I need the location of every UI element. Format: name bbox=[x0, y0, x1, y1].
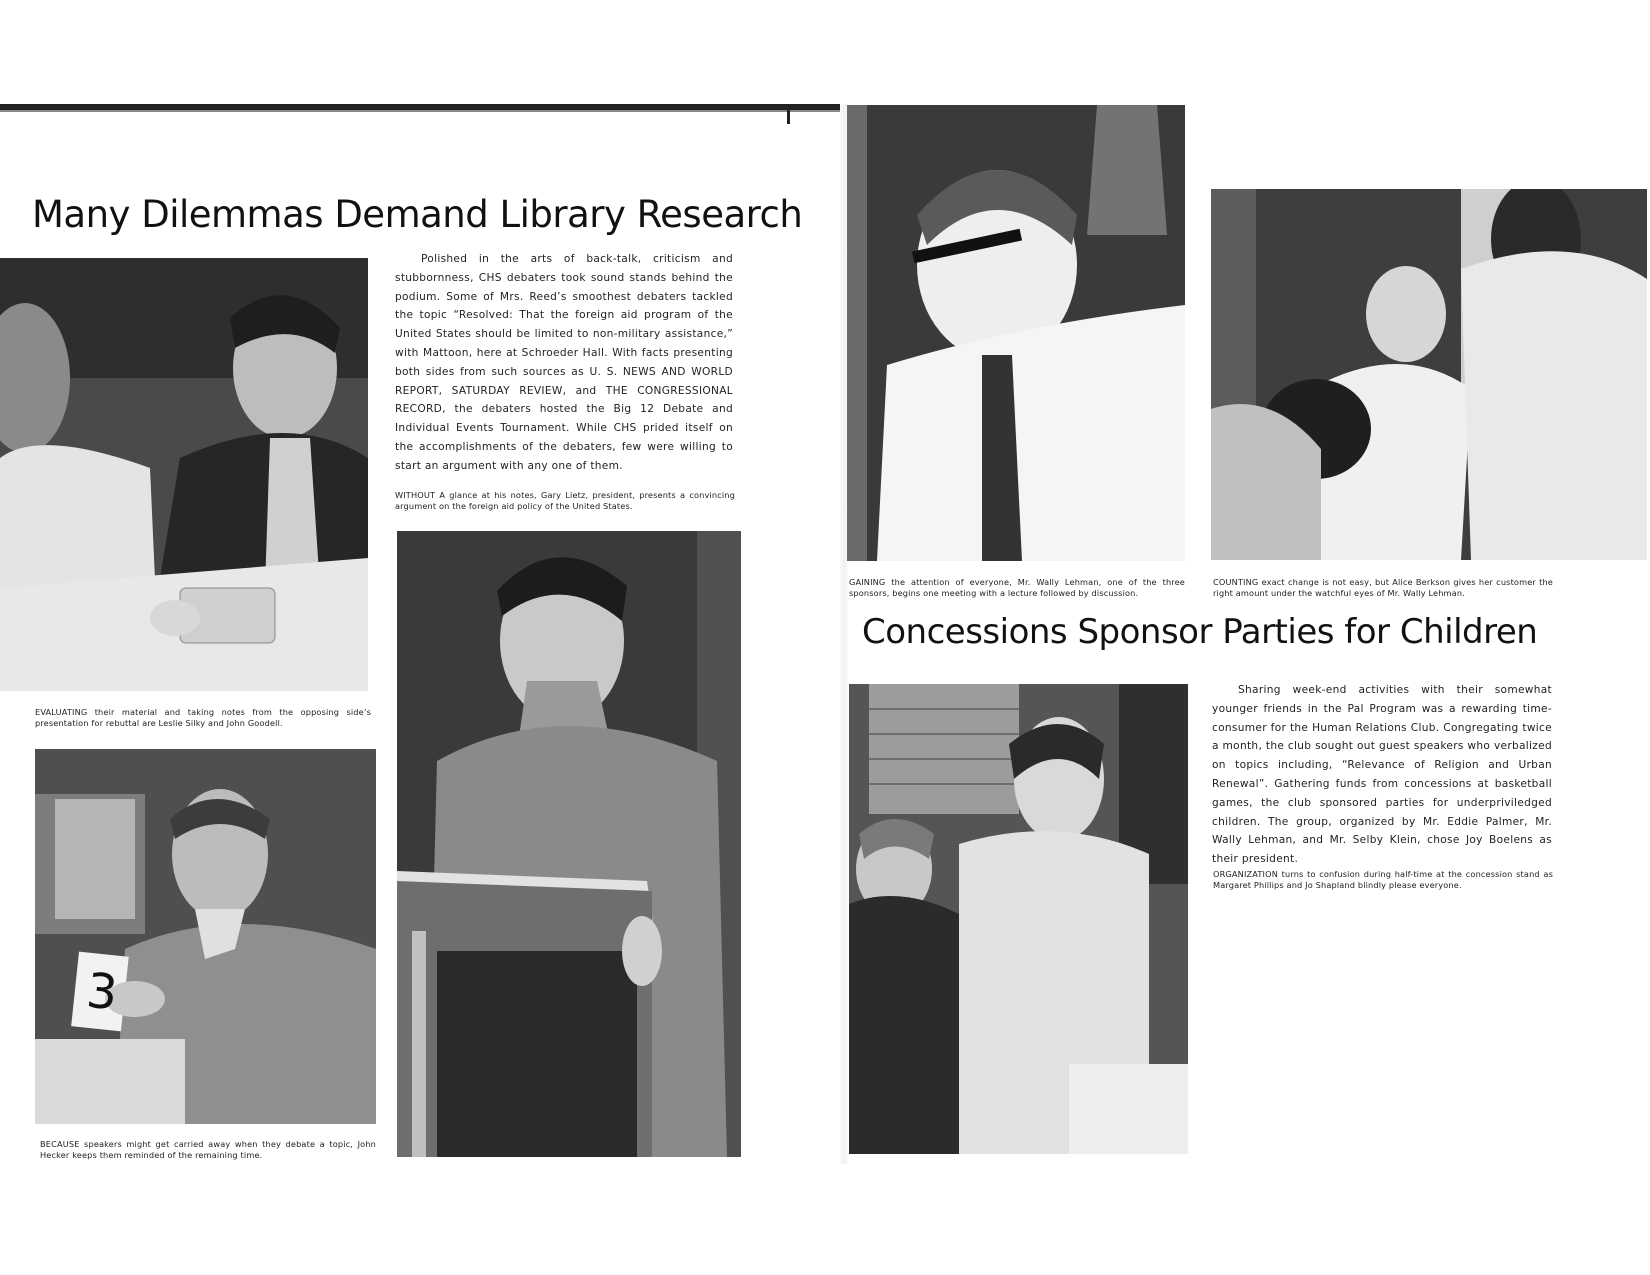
caption-evaluating bbox=[35, 707, 371, 728]
caption-without bbox=[395, 490, 735, 511]
photo-evaluating-graphic bbox=[0, 258, 368, 691]
caption-gaining-lead: GAINING bbox=[849, 577, 886, 587]
right-headline: Concessions Sponsor Parties for Children bbox=[862, 612, 1538, 652]
caption-evaluating-text: their material and taking notes from the opposing side’s presentation for rebuttal are Leslie Silky and John Goodell. bbox=[35, 707, 371, 728]
page-top-edge-shadow bbox=[0, 110, 840, 112]
photo-organization-graphic bbox=[849, 684, 1188, 1154]
photo-counting bbox=[1211, 189, 1647, 560]
caption-counting-text: exact change is not easy, but Alice Berkson gives her customer the right amount under the watchful eyes of Mr. Wally Lehman. bbox=[1213, 577, 1553, 598]
caption-counting bbox=[1213, 577, 1553, 598]
left-body-text: Polished in the arts of back-talk, criticism and stubbornness, CHS debaters took sound stands behind the podium. Some of Mrs. Reed’s smoothest debaters tackled the topic “Resolved: That the foreign aid program of the United States should be limited to non-military assistance,” with Mattoon, here at Schroeder Hall. With facts presenting both sides from such sources as U. S. NEWS AND WORLD REPORT, SATURDAY REVIEW, and THE CONGRESSIONAL RECORD, the debaters hosted the Big 12 Debate and Individual Events Tournament. While CHS prided itself on the accomplishments of the debaters, few were willing to start an argument with any one of them. bbox=[395, 253, 733, 472]
caption-without-lead: WITHOUT bbox=[395, 490, 436, 500]
photo-without-graphic bbox=[397, 531, 741, 1157]
caption-evaluating-lead: EVALUATING bbox=[35, 707, 88, 717]
caption-gaining bbox=[849, 577, 1185, 598]
caption-without-text: A glance at his notes, Gary Lietz, president, presents a convincing argument on the foreign aid policy of the United States. bbox=[395, 490, 735, 511]
caption-organization bbox=[1213, 869, 1553, 890]
spine-mark bbox=[787, 106, 790, 124]
photo-gaining bbox=[847, 105, 1185, 561]
photo-organization bbox=[849, 684, 1188, 1154]
photo-evaluating bbox=[0, 258, 368, 691]
photo-counting-graphic bbox=[1211, 189, 1647, 560]
photo-because-graphic bbox=[35, 749, 376, 1124]
photo-without bbox=[397, 531, 741, 1157]
caption-because bbox=[40, 1139, 376, 1160]
photo-gaining-graphic bbox=[847, 105, 1185, 561]
caption-counting-lead: COUNTING bbox=[1213, 577, 1259, 587]
caption-because-text: speakers might get carried away when they debate a topic, John Hecker keeps them reminded of the remaining time. bbox=[40, 1139, 376, 1160]
caption-because-lead: BECAUSE bbox=[40, 1139, 80, 1149]
caption-gaining-text: the attention of everyone, Mr. Wally Lehman, one of the three sponsors, begins one meeting with a lecture followed by discussion. bbox=[849, 577, 1185, 598]
left-headline: Many Dilemmas Demand Library Research bbox=[32, 193, 803, 236]
caption-organization-text: turns to confusion during half-time at the concession stand as Margaret Phillips and Jo Shapland blindly please everyone. bbox=[1213, 869, 1553, 890]
photo-because bbox=[35, 749, 376, 1124]
caption-organization-lead: ORGANIZATION bbox=[1213, 869, 1278, 879]
number-card: 3 bbox=[83, 962, 121, 1022]
right-body-text: Sharing week-end activities with their somewhat younger friends in the Pal Program was a rewarding time-consumer for the Human Relations Club. Congregating twice a month, the club sought out guest speakers who verbalized on topics including, “Relevance of Religion and Urban Renewal”. Gathering funds from concessions at basketball games, the club sponsored parties for underpriviledged children. The group, organized by Mr. Eddie Palmer, Mr. Wally Lehman, and Mr. Selby Klein, chose Joy Boelens as their president. bbox=[1212, 684, 1552, 866]
